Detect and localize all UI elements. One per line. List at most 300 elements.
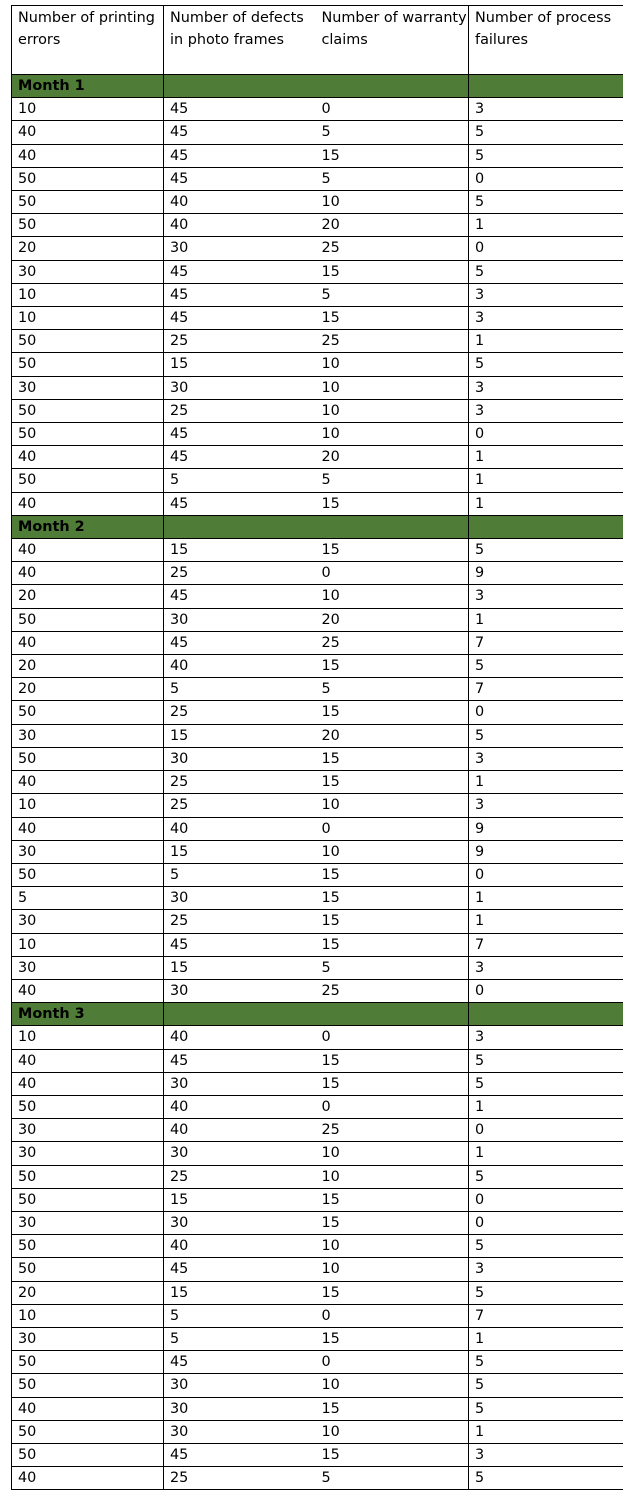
cell-process-failures: 5 <box>469 1165 623 1188</box>
table-row <box>12 1397 623 1420</box>
month-band-cell <box>469 1003 623 1026</box>
cell-printing-errors: 50 <box>12 1165 164 1188</box>
cell-warranty-claims: 10 <box>316 191 469 214</box>
cell-printing-errors: 20 <box>12 585 164 608</box>
cell-process-failures: 3 <box>469 956 623 979</box>
cell-warranty-claims: 15 <box>316 1072 469 1095</box>
cell-warranty-claims: 0 <box>316 1304 469 1327</box>
cell-process-failures: 5 <box>469 1374 623 1397</box>
cell-printing-errors: 40 <box>12 771 164 794</box>
cell-warranty-claims: 25 <box>316 979 469 1002</box>
cell-photo-frame-defects: 30 <box>164 376 316 399</box>
cell-printing-errors: 10 <box>12 1304 164 1327</box>
cell-process-failures: 1 <box>469 492 623 515</box>
cell-process-failures: 0 <box>469 701 623 724</box>
cell-warranty-claims: 15 <box>316 933 469 956</box>
cell-warranty-claims: 5 <box>316 956 469 979</box>
cell-warranty-claims: 15 <box>316 771 469 794</box>
table-row <box>12 1235 623 1258</box>
table-row <box>12 631 623 654</box>
cell-warranty-claims: 10 <box>316 1235 469 1258</box>
cell-printing-errors: 40 <box>12 817 164 840</box>
table-row <box>12 469 623 492</box>
cell-process-failures: 1 <box>469 771 623 794</box>
cell-printing-errors: 30 <box>12 840 164 863</box>
cell-photo-frame-defects: 40 <box>164 1235 316 1258</box>
table-row <box>12 167 623 190</box>
table-row <box>12 817 623 840</box>
table-row <box>12 585 623 608</box>
cell-process-failures: 5 <box>469 724 623 747</box>
cell-photo-frame-defects: 30 <box>164 237 316 260</box>
cell-warranty-claims: 20 <box>316 446 469 469</box>
table-row <box>12 608 623 631</box>
table-row <box>12 1351 623 1374</box>
table-row <box>12 1374 623 1397</box>
cell-printing-errors: 50 <box>12 353 164 376</box>
cell-printing-errors: 20 <box>12 678 164 701</box>
cell-photo-frame-defects: 40 <box>164 1095 316 1118</box>
table-row <box>12 678 623 701</box>
table-row <box>12 376 623 399</box>
table-row <box>12 1304 623 1327</box>
cell-process-failures: 1 <box>469 608 623 631</box>
cell-warranty-claims: 5 <box>316 469 469 492</box>
table-row <box>12 724 623 747</box>
cell-process-failures: 5 <box>469 1049 623 1072</box>
cell-photo-frame-defects: 45 <box>164 283 316 306</box>
cell-warranty-claims: 15 <box>316 655 469 678</box>
cell-process-failures: 5 <box>469 260 623 283</box>
cell-photo-frame-defects: 15 <box>164 1188 316 1211</box>
cell-photo-frame-defects: 5 <box>164 863 316 886</box>
cell-photo-frame-defects: 5 <box>164 1304 316 1327</box>
month-band-cell <box>164 515 316 538</box>
cell-photo-frame-defects: 25 <box>164 1467 316 1490</box>
table-row <box>12 1467 623 1490</box>
month-band-cell <box>469 515 623 538</box>
table-row <box>12 399 623 422</box>
cell-process-failures: 5 <box>469 353 623 376</box>
cell-process-failures: 3 <box>469 1026 623 1049</box>
cell-printing-errors: 50 <box>12 399 164 422</box>
month-band-cell <box>469 75 623 98</box>
cell-printing-errors: 30 <box>12 956 164 979</box>
table-row <box>12 771 623 794</box>
cell-photo-frame-defects: 30 <box>164 1420 316 1443</box>
table-row <box>12 979 623 1002</box>
cell-photo-frame-defects: 15 <box>164 353 316 376</box>
table-row <box>12 446 623 469</box>
cell-process-failures: 0 <box>469 237 623 260</box>
cell-photo-frame-defects: 30 <box>164 1072 316 1095</box>
cell-printing-errors: 50 <box>12 469 164 492</box>
month-section-row <box>12 515 623 538</box>
cell-photo-frame-defects: 40 <box>164 191 316 214</box>
cell-photo-frame-defects: 30 <box>164 979 316 1002</box>
table-row <box>12 237 623 260</box>
cell-process-failures: 3 <box>469 1258 623 1281</box>
table-row <box>12 1211 623 1234</box>
cell-printing-errors: 30 <box>12 376 164 399</box>
cell-warranty-claims: 10 <box>316 376 469 399</box>
cell-warranty-claims: 25 <box>316 330 469 353</box>
cell-process-failures: 1 <box>469 469 623 492</box>
cell-warranty-claims: 20 <box>316 214 469 237</box>
cell-process-failures: 5 <box>469 1281 623 1304</box>
cell-process-failures: 9 <box>469 562 623 585</box>
cell-photo-frame-defects: 15 <box>164 1281 316 1304</box>
cell-process-failures: 3 <box>469 1443 623 1466</box>
table-row <box>12 1327 623 1350</box>
month-band-cell <box>316 515 469 538</box>
cell-warranty-claims: 20 <box>316 608 469 631</box>
cell-photo-frame-defects: 45 <box>164 167 316 190</box>
cell-warranty-claims: 10 <box>316 840 469 863</box>
table-row <box>12 1142 623 1165</box>
cell-warranty-claims: 0 <box>316 1351 469 1374</box>
cell-warranty-claims: 5 <box>316 121 469 144</box>
cell-photo-frame-defects: 30 <box>164 887 316 910</box>
cell-warranty-claims: 15 <box>316 1049 469 1072</box>
cell-process-failures: 5 <box>469 191 623 214</box>
cell-process-failures: 5 <box>469 1072 623 1095</box>
cell-process-failures: 7 <box>469 678 623 701</box>
table-row <box>12 562 623 585</box>
table-row <box>12 1443 623 1466</box>
cell-photo-frame-defects: 45 <box>164 631 316 654</box>
table-row <box>12 98 623 121</box>
cell-warranty-claims: 15 <box>316 492 469 515</box>
cell-process-failures: 5 <box>469 1397 623 1420</box>
cell-printing-errors: 10 <box>12 1026 164 1049</box>
table-row <box>12 1188 623 1211</box>
table-row <box>12 933 623 956</box>
cell-process-failures: 5 <box>469 539 623 562</box>
cell-process-failures: 5 <box>469 655 623 678</box>
month-label: Month 3 <box>12 1003 164 1026</box>
cell-printing-errors: 50 <box>12 330 164 353</box>
cell-printing-errors: 50 <box>12 1235 164 1258</box>
cell-photo-frame-defects: 45 <box>164 1049 316 1072</box>
cell-warranty-claims: 15 <box>316 1188 469 1211</box>
month-section-row <box>12 1003 623 1026</box>
cell-photo-frame-defects: 25 <box>164 794 316 817</box>
table-row <box>12 423 623 446</box>
table-row <box>12 863 623 886</box>
cell-process-failures: 0 <box>469 167 623 190</box>
cell-process-failures: 1 <box>469 1327 623 1350</box>
cell-process-failures: 7 <box>469 631 623 654</box>
table-row <box>12 1072 623 1095</box>
header-printing-errors: Number of printing errors <box>12 6 164 75</box>
cell-process-failures: 3 <box>469 283 623 306</box>
cell-printing-errors: 40 <box>12 121 164 144</box>
cell-photo-frame-defects: 15 <box>164 840 316 863</box>
cell-printing-errors: 10 <box>12 794 164 817</box>
cell-photo-frame-defects: 25 <box>164 1165 316 1188</box>
header-row <box>12 6 623 75</box>
table-row <box>12 260 623 283</box>
cell-photo-frame-defects: 25 <box>164 771 316 794</box>
table-row <box>12 1026 623 1049</box>
cell-photo-frame-defects: 30 <box>164 1374 316 1397</box>
cell-photo-frame-defects: 45 <box>164 492 316 515</box>
cell-warranty-claims: 5 <box>316 283 469 306</box>
table-row <box>12 887 623 910</box>
cell-photo-frame-defects: 45 <box>164 446 316 469</box>
table-row <box>12 1420 623 1443</box>
cell-printing-errors: 50 <box>12 1420 164 1443</box>
cell-warranty-claims: 10 <box>316 1165 469 1188</box>
table-row <box>12 283 623 306</box>
cell-printing-errors: 50 <box>12 608 164 631</box>
header-photo-frame-defects: Number of defects in photo frames <box>164 6 316 75</box>
cell-process-failures: 3 <box>469 98 623 121</box>
cell-warranty-claims: 15 <box>316 539 469 562</box>
cell-photo-frame-defects: 45 <box>164 121 316 144</box>
cell-photo-frame-defects: 40 <box>164 1119 316 1142</box>
table-row <box>12 539 623 562</box>
cell-warranty-claims: 0 <box>316 817 469 840</box>
table-row <box>12 1165 623 1188</box>
cell-warranty-claims: 0 <box>316 1095 469 1118</box>
cell-printing-errors: 30 <box>12 1327 164 1350</box>
cell-process-failures: 5 <box>469 1351 623 1374</box>
cell-printing-errors: 50 <box>12 1258 164 1281</box>
cell-warranty-claims: 10 <box>316 1420 469 1443</box>
cell-printing-errors: 10 <box>12 933 164 956</box>
cell-warranty-claims: 25 <box>316 237 469 260</box>
cell-process-failures: 9 <box>469 817 623 840</box>
cell-warranty-claims: 15 <box>316 144 469 167</box>
cell-warranty-claims: 15 <box>316 260 469 283</box>
cell-photo-frame-defects: 40 <box>164 214 316 237</box>
cell-warranty-claims: 5 <box>316 167 469 190</box>
cell-printing-errors: 40 <box>12 144 164 167</box>
table-row <box>12 121 623 144</box>
cell-warranty-claims: 15 <box>316 1327 469 1350</box>
cell-warranty-claims: 15 <box>316 1443 469 1466</box>
cell-printing-errors: 20 <box>12 237 164 260</box>
table-row <box>12 214 623 237</box>
cell-warranty-claims: 15 <box>316 1397 469 1420</box>
cell-printing-errors: 30 <box>12 1119 164 1142</box>
cell-printing-errors: 30 <box>12 910 164 933</box>
cell-warranty-claims: 0 <box>316 98 469 121</box>
cell-warranty-claims: 10 <box>316 1258 469 1281</box>
cell-warranty-claims: 20 <box>316 724 469 747</box>
table-row <box>12 1049 623 1072</box>
cell-printing-errors: 40 <box>12 1049 164 1072</box>
month-band-cell <box>316 75 469 98</box>
cell-warranty-claims: 25 <box>316 1119 469 1142</box>
cell-printing-errors: 20 <box>12 1281 164 1304</box>
cell-warranty-claims: 10 <box>316 1374 469 1397</box>
cell-photo-frame-defects: 25 <box>164 562 316 585</box>
table-row <box>12 794 623 817</box>
table-row <box>12 1095 623 1118</box>
defects-table <box>11 5 623 1490</box>
cell-printing-errors: 40 <box>12 1072 164 1095</box>
cell-photo-frame-defects: 45 <box>164 1258 316 1281</box>
month-band-cell <box>316 1003 469 1026</box>
cell-photo-frame-defects: 45 <box>164 933 316 956</box>
cell-photo-frame-defects: 40 <box>164 817 316 840</box>
month-band-cell <box>164 75 316 98</box>
cell-process-failures: 1 <box>469 887 623 910</box>
month-label: Month 2 <box>12 515 164 538</box>
cell-photo-frame-defects: 30 <box>164 1397 316 1420</box>
cell-warranty-claims: 15 <box>316 863 469 886</box>
cell-process-failures: 1 <box>469 330 623 353</box>
cell-process-failures: 1 <box>469 1420 623 1443</box>
month-band-cell <box>164 1003 316 1026</box>
cell-printing-errors: 50 <box>12 191 164 214</box>
table-row <box>12 1258 623 1281</box>
cell-printing-errors: 50 <box>12 863 164 886</box>
cell-printing-errors: 30 <box>12 724 164 747</box>
cell-printing-errors: 50 <box>12 1095 164 1118</box>
cell-printing-errors: 40 <box>12 539 164 562</box>
cell-process-failures: 3 <box>469 376 623 399</box>
cell-warranty-claims: 25 <box>316 631 469 654</box>
cell-printing-errors: 30 <box>12 1142 164 1165</box>
header-process-failures: Number of process failures <box>469 6 623 75</box>
cell-photo-frame-defects: 5 <box>164 678 316 701</box>
cell-process-failures: 1 <box>469 1142 623 1165</box>
cell-printing-errors: 40 <box>12 562 164 585</box>
cell-photo-frame-defects: 25 <box>164 330 316 353</box>
cell-process-failures: 0 <box>469 979 623 1002</box>
cell-process-failures: 3 <box>469 585 623 608</box>
cell-printing-errors: 10 <box>12 307 164 330</box>
cell-warranty-claims: 15 <box>316 910 469 933</box>
cell-photo-frame-defects: 15 <box>164 956 316 979</box>
table-row <box>12 191 623 214</box>
cell-warranty-claims: 10 <box>316 353 469 376</box>
cell-process-failures: 7 <box>469 933 623 956</box>
cell-process-failures: 1 <box>469 446 623 469</box>
cell-warranty-claims: 0 <box>316 562 469 585</box>
cell-photo-frame-defects: 45 <box>164 1443 316 1466</box>
cell-photo-frame-defects: 5 <box>164 469 316 492</box>
cell-photo-frame-defects: 25 <box>164 701 316 724</box>
cell-process-failures: 0 <box>469 863 623 886</box>
cell-printing-errors: 50 <box>12 1351 164 1374</box>
cell-printing-errors: 40 <box>12 631 164 654</box>
cell-process-failures: 0 <box>469 1211 623 1234</box>
cell-printing-errors: 40 <box>12 979 164 1002</box>
cell-warranty-claims: 15 <box>316 701 469 724</box>
cell-warranty-claims: 5 <box>316 678 469 701</box>
cell-warranty-claims: 5 <box>316 1467 469 1490</box>
cell-printing-errors: 10 <box>12 283 164 306</box>
cell-process-failures: 1 <box>469 1095 623 1118</box>
cell-photo-frame-defects: 45 <box>164 98 316 121</box>
table-row <box>12 1281 623 1304</box>
cell-photo-frame-defects: 25 <box>164 910 316 933</box>
cell-warranty-claims: 15 <box>316 887 469 910</box>
cell-process-failures: 0 <box>469 423 623 446</box>
cell-printing-errors: 50 <box>12 747 164 770</box>
cell-process-failures: 5 <box>469 144 623 167</box>
cell-warranty-claims: 10 <box>316 399 469 422</box>
cell-printing-errors: 50 <box>12 423 164 446</box>
cell-warranty-claims: 15 <box>316 1281 469 1304</box>
table-row <box>12 701 623 724</box>
cell-process-failures: 5 <box>469 1235 623 1258</box>
cell-printing-errors: 50 <box>12 214 164 237</box>
cell-printing-errors: 20 <box>12 655 164 678</box>
table-body <box>12 6 623 1490</box>
cell-printing-errors: 10 <box>12 98 164 121</box>
cell-printing-errors: 50 <box>12 701 164 724</box>
table-row <box>12 144 623 167</box>
cell-warranty-claims: 15 <box>316 307 469 330</box>
cell-printing-errors: 50 <box>12 1443 164 1466</box>
cell-warranty-claims: 15 <box>316 747 469 770</box>
cell-photo-frame-defects: 30 <box>164 1211 316 1234</box>
cell-printing-errors: 30 <box>12 260 164 283</box>
table-row <box>12 353 623 376</box>
table-row <box>12 330 623 353</box>
cell-process-failures: 3 <box>469 794 623 817</box>
cell-photo-frame-defects: 45 <box>164 1351 316 1374</box>
table-row <box>12 307 623 330</box>
cell-printing-errors: 40 <box>12 492 164 515</box>
cell-warranty-claims: 10 <box>316 1142 469 1165</box>
cell-photo-frame-defects: 25 <box>164 399 316 422</box>
cell-photo-frame-defects: 30 <box>164 1142 316 1165</box>
cell-photo-frame-defects: 30 <box>164 608 316 631</box>
cell-warranty-claims: 15 <box>316 1211 469 1234</box>
cell-process-failures: 1 <box>469 214 623 237</box>
cell-process-failures: 3 <box>469 307 623 330</box>
table-row <box>12 747 623 770</box>
cell-warranty-claims: 10 <box>316 585 469 608</box>
cell-warranty-claims: 10 <box>316 794 469 817</box>
cell-photo-frame-defects: 5 <box>164 1327 316 1350</box>
cell-photo-frame-defects: 45 <box>164 307 316 330</box>
cell-printing-errors: 50 <box>12 1188 164 1211</box>
cell-warranty-claims: 0 <box>316 1026 469 1049</box>
cell-process-failures: 5 <box>469 121 623 144</box>
table-row <box>12 655 623 678</box>
cell-printing-errors: 50 <box>12 1374 164 1397</box>
cell-printing-errors: 30 <box>12 1211 164 1234</box>
table-row <box>12 1119 623 1142</box>
cell-process-failures: 5 <box>469 1467 623 1490</box>
cell-process-failures: 0 <box>469 1188 623 1211</box>
cell-photo-frame-defects: 45 <box>164 144 316 167</box>
cell-photo-frame-defects: 30 <box>164 747 316 770</box>
table-row <box>12 492 623 515</box>
cell-process-failures: 3 <box>469 747 623 770</box>
cell-photo-frame-defects: 45 <box>164 423 316 446</box>
cell-photo-frame-defects: 15 <box>164 724 316 747</box>
cell-printing-errors: 40 <box>12 446 164 469</box>
cell-photo-frame-defects: 45 <box>164 260 316 283</box>
month-section-row <box>12 75 623 98</box>
cell-process-failures: 1 <box>469 910 623 933</box>
table-row <box>12 840 623 863</box>
cell-photo-frame-defects: 40 <box>164 1026 316 1049</box>
cell-process-failures: 7 <box>469 1304 623 1327</box>
cell-warranty-claims: 10 <box>316 423 469 446</box>
cell-printing-errors: 50 <box>12 167 164 190</box>
cell-printing-errors: 40 <box>12 1397 164 1420</box>
